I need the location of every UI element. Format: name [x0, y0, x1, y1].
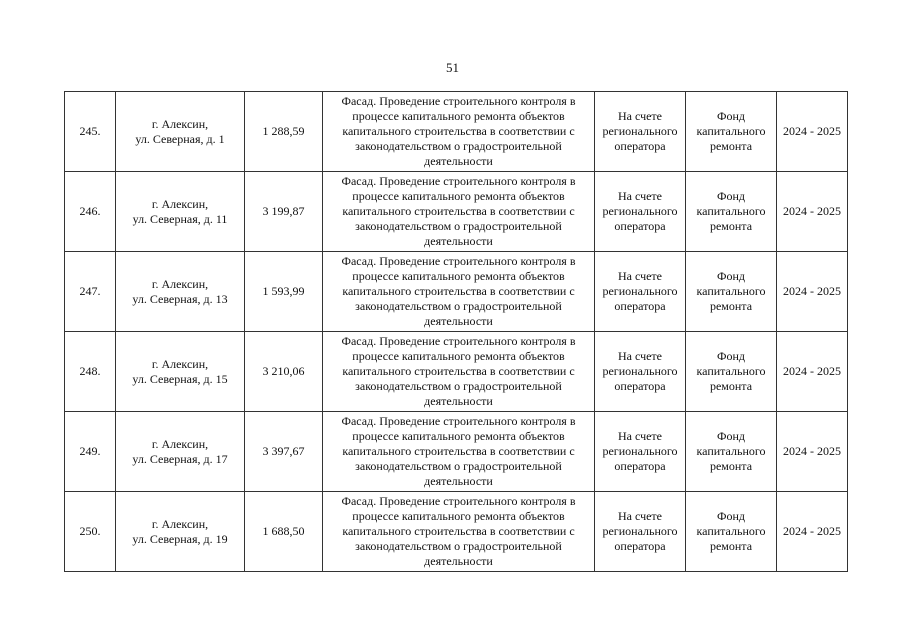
row-number-cell: 246.: [65, 172, 116, 252]
work-line: Фасад. Проведение строительного контроля в: [341, 334, 576, 348]
fund-line: Фонд: [716, 349, 745, 363]
work-description-cell: [323, 252, 595, 332]
fund-cell: [686, 172, 777, 252]
account-line: На счете: [617, 429, 662, 443]
period-cell: 2024 - 2025: [777, 332, 848, 412]
cost-cell: 3 397,67: [245, 412, 323, 492]
fund-line: Фонд: [716, 109, 745, 123]
account-line: оператора: [614, 299, 666, 313]
work-line: законодательством о градостроительной: [355, 379, 562, 393]
address-street: ул. Северная, д. 13: [132, 291, 228, 306]
work-line: деятельности: [424, 554, 493, 568]
work-description-cell: [323, 412, 595, 492]
address-city: г. Алексин,: [151, 436, 209, 451]
fund-cell: [686, 492, 777, 572]
account-line: На счете: [617, 349, 662, 363]
account-line: оператора: [614, 139, 666, 153]
work-line: Фасад. Проведение строительного контроля в: [341, 94, 576, 108]
fund-cell: [686, 252, 777, 332]
row-number-cell: 250.: [65, 492, 116, 572]
account-cell: [595, 492, 686, 572]
address-cell: [116, 412, 245, 492]
work-line: деятельности: [424, 474, 493, 488]
page-number: 51: [446, 60, 459, 75]
account-line: регионального: [602, 524, 678, 538]
address-cell: [116, 172, 245, 252]
period-cell: 2024 - 2025: [777, 252, 848, 332]
account-cell: [595, 412, 686, 492]
work-line: законодательством о градостроительной: [355, 139, 562, 153]
work-line: процессе капитального ремонта объектов: [352, 429, 565, 443]
work-line: Фасад. Проведение строительного контроля в: [341, 254, 576, 268]
work-line: процессе капитального ремонта объектов: [352, 269, 565, 283]
table-row: [65, 252, 848, 332]
work-line: капитального строительства в соответствии с: [342, 524, 575, 538]
fund-line: ремонта: [709, 379, 753, 393]
work-description-cell: [323, 332, 595, 412]
table-row: [65, 492, 848, 572]
fund-cell: [686, 92, 777, 172]
work-description-cell: [323, 172, 595, 252]
work-line: законодательством о градостроительной: [355, 219, 562, 233]
row-number-cell: 248.: [65, 332, 116, 412]
work-line: капитального строительства в соответствии с: [342, 444, 575, 458]
work-line: процессе капитального ремонта объектов: [352, 349, 565, 363]
table-row: [65, 92, 848, 172]
cost-cell: 1 593,99: [245, 252, 323, 332]
account-line: регионального: [602, 284, 678, 298]
table-row: [65, 332, 848, 412]
period-cell: 2024 - 2025: [777, 92, 848, 172]
work-line: процессе капитального ремонта объектов: [352, 509, 565, 523]
fund-line: Фонд: [716, 509, 745, 523]
account-line: оператора: [614, 539, 666, 553]
account-line: оператора: [614, 459, 666, 473]
account-line: На счете: [617, 509, 662, 523]
period-cell: 2024 - 2025: [777, 172, 848, 252]
work-description-cell: [323, 92, 595, 172]
works-table-body: [65, 92, 848, 572]
fund-line: капитального: [696, 524, 766, 538]
account-line: На счете: [617, 269, 662, 283]
period-cell: 2024 - 2025: [777, 492, 848, 572]
account-line: оператора: [614, 219, 666, 233]
work-line: процессе капитального ремонта объектов: [352, 189, 565, 203]
address-city: г. Алексин,: [151, 356, 209, 371]
address-cell: [116, 92, 245, 172]
work-line: капитального строительства в соответствии с: [342, 364, 575, 378]
row-number-cell: 247.: [65, 252, 116, 332]
fund-line: капитального: [696, 284, 766, 298]
work-line: законодательством о градостроительной: [355, 539, 562, 553]
account-cell: [595, 92, 686, 172]
work-line: деятельности: [424, 234, 493, 248]
fund-line: ремонта: [709, 299, 753, 313]
fund-line: ремонта: [709, 219, 753, 233]
account-line: регионального: [602, 364, 678, 378]
account-cell: [595, 172, 686, 252]
work-line: законодательством о градостроительной: [355, 459, 562, 473]
account-line: регионального: [602, 444, 678, 458]
account-line: регионального: [602, 204, 678, 218]
address-street: ул. Северная, д. 1: [135, 131, 225, 146]
address-street: ул. Северная, д. 15: [132, 371, 228, 386]
address-city: г. Алексин,: [151, 276, 209, 291]
work-line: процессе капитального ремонта объектов: [352, 109, 565, 123]
fund-line: ремонта: [709, 539, 753, 553]
address-cell: [116, 332, 245, 412]
account-line: На счете: [617, 109, 662, 123]
cost-cell: 3 199,87: [245, 172, 323, 252]
table-row: [65, 412, 848, 492]
fund-cell: [686, 412, 777, 492]
fund-line: капитального: [696, 204, 766, 218]
work-line: Фасад. Проведение строительного контроля в: [341, 414, 576, 428]
fund-line: Фонд: [716, 189, 745, 203]
work-line: законодательством о градостроительной: [355, 299, 562, 313]
address-city: г. Алексин,: [151, 196, 209, 211]
period-cell: 2024 - 2025: [777, 412, 848, 492]
works-table: [64, 91, 848, 572]
address-cell: [116, 252, 245, 332]
fund-line: капитального: [696, 124, 766, 138]
table-row: [65, 172, 848, 252]
fund-cell: [686, 332, 777, 412]
row-number-cell: 249.: [65, 412, 116, 492]
work-line: Фасад. Проведение строительного контроля в: [341, 494, 576, 508]
fund-line: ремонта: [709, 139, 753, 153]
account-cell: [595, 252, 686, 332]
work-line: капитального строительства в соответствии с: [342, 204, 575, 218]
cost-cell: 3 210,06: [245, 332, 323, 412]
work-line: деятельности: [424, 394, 493, 408]
address-city: г. Алексин,: [151, 116, 209, 131]
address-street: ул. Северная, д. 17: [132, 451, 228, 466]
account-line: На счете: [617, 189, 662, 203]
fund-line: капитального: [696, 364, 766, 378]
address-street: ул. Северная, д. 11: [132, 211, 228, 226]
account-line: регионального: [602, 124, 678, 138]
work-line: капитального строительства в соответствии с: [342, 124, 575, 138]
account-cell: [595, 332, 686, 412]
fund-line: ремонта: [709, 459, 753, 473]
address-street: ул. Северная, д. 19: [132, 531, 228, 546]
account-line: оператора: [614, 379, 666, 393]
work-line: Фасад. Проведение строительного контроля в: [341, 174, 576, 188]
fund-line: капитального: [696, 444, 766, 458]
fund-line: Фонд: [716, 429, 745, 443]
address-city: г. Алексин,: [151, 516, 209, 531]
work-description-cell: [323, 492, 595, 572]
cost-cell: 1 288,59: [245, 92, 323, 172]
address-cell: [116, 492, 245, 572]
cost-cell: 1 688,50: [245, 492, 323, 572]
work-line: деятельности: [424, 154, 493, 168]
row-number-cell: 245.: [65, 92, 116, 172]
work-line: капитального строительства в соответствии с: [342, 284, 575, 298]
fund-line: Фонд: [716, 269, 745, 283]
work-line: деятельности: [424, 314, 493, 328]
